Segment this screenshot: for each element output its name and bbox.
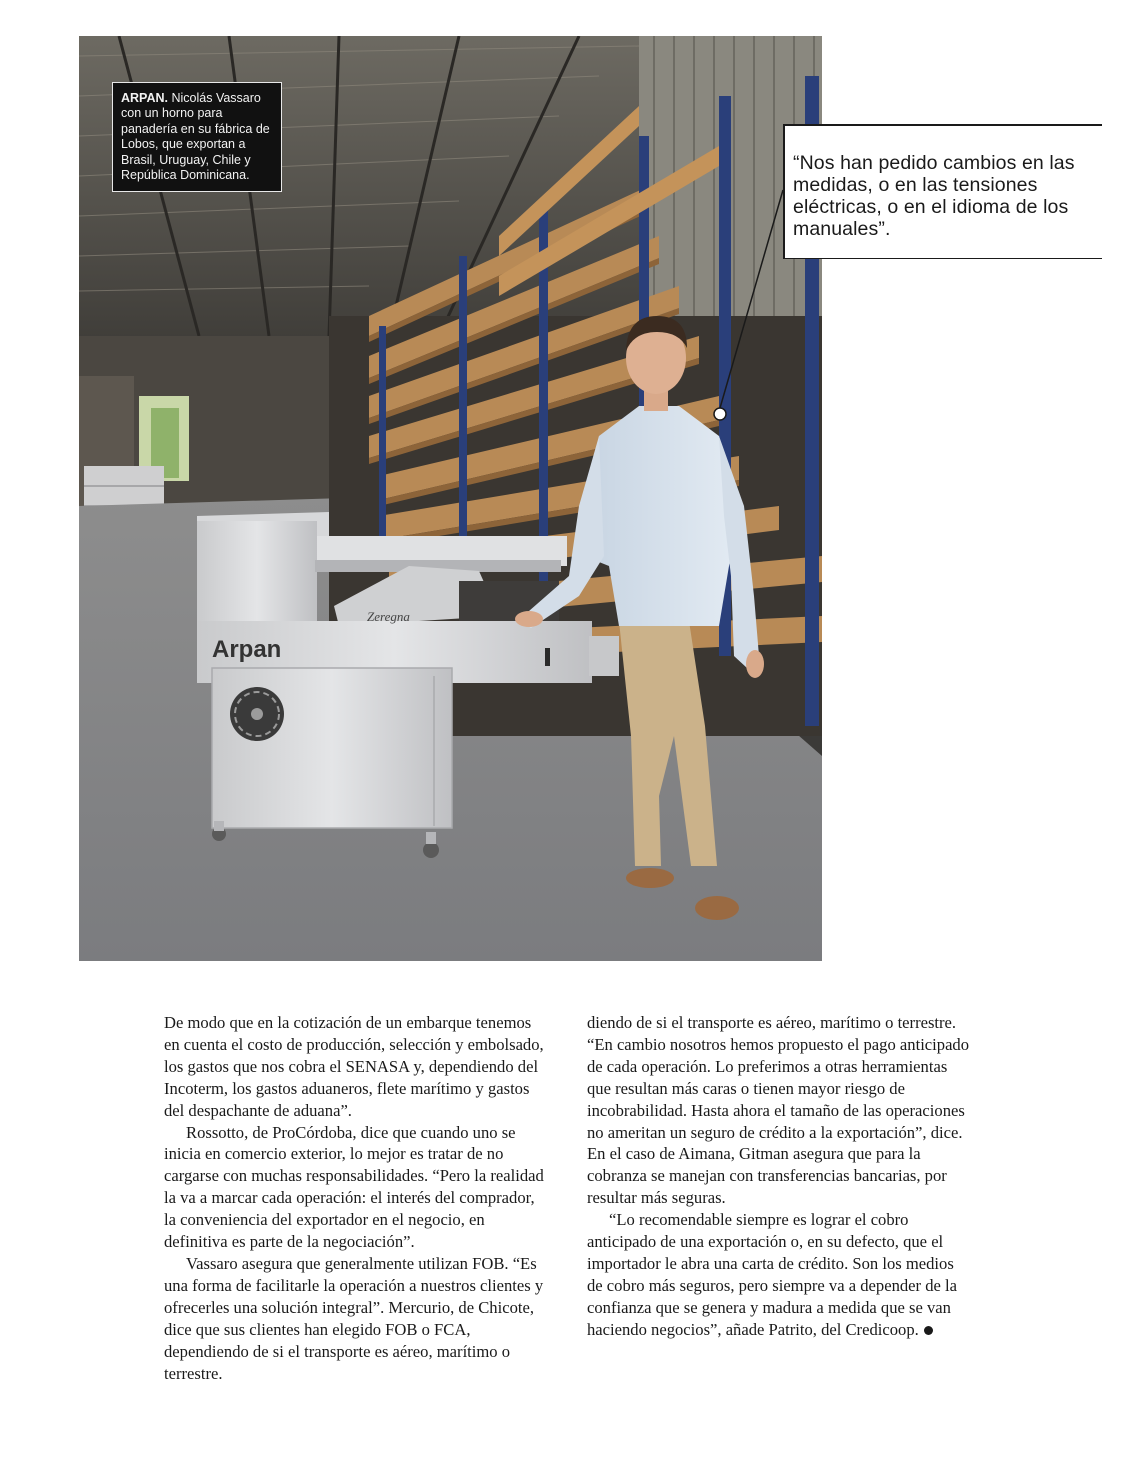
paragraph-text: “Lo recomendable siempre es lograr el cobro anticipado de una exportación o, en su defecto, que el importador le abra una carta de crédito. Son los medios de cobro más seguros, pero siempre va a depender de la confianza que se genera y madura a medida que se van haciendo negocios”, añade Patrito, del Credicoop. — [587, 1210, 957, 1339]
paragraph-text: Vassaro asegura que generalmente utilizan FOB. “Es una forma de facilitarle la operación a nuestros clientes y ofrecerles una solución integral”. Mercurio, de Chicote, dice que sus clientes han elegido FOB o FCA, dependiendo de si el transporte es aéreo, marítimo o terrestre. — [164, 1253, 544, 1383]
caption-label: ARPAN. — [121, 91, 168, 105]
paragraph: diendo de si el transporte es aéreo, marítimo o terrestre. “En cambio nosotros hemos propuesto el pago anticipado de cada operación. Lo preferimos a otras herramientas que resultan más caras o tienen mayor riesgo de incobrabilidad. Hasta ahora el tamaño de las operaciones no ameritan un seguro de crédito a la exportación”, dice. En el caso de Aimana, Gitman asegura que para la cobranza se manejan con transferencias bancarias, por resultar más seguras. — [587, 1013, 970, 1208]
paragraph — [164, 1253, 548, 1384]
caption-text: Nicolás Vassaro con un horno para panadería en su fábrica de Lobos, que exportan a Brasil, Uruguay, Chile y República Dominicana. — [121, 91, 270, 183]
end-mark-icon — [924, 1326, 933, 1335]
pull-quote — [783, 124, 1102, 259]
machine-brand-label: Arpan — [212, 636, 282, 663]
machine-model-label: Zeregna — [367, 609, 410, 624]
pull-quote-text: “Nos han pedido cambios en las medidas, o en las tensiones eléctricas, o en el idioma de los manuales”. — [793, 152, 1075, 240]
article-column-right — [587, 1012, 971, 1341]
paragraph: Rossotto, de ProCórdoba, dice que cuando uno se inicia en comercio exterior, lo mejor es tratar de no cargarse con muchas responsabilidades. “Pero la realidad la va a marcar cada operación: el interés del comprador, la conveniencia del exportador en el negocio, en definitiva es parte de la negociación”. — [164, 1122, 544, 1252]
article-column-left — [164, 1012, 548, 1384]
paragraph: De modo que en la cotización de un embarque tenemos en cuenta el costo de producción, selección y embolsado, los gastos que nos cobra el SENASA y, dependiendo del Incoterm, los gastos aduaneros, flete marítimo y gastos del despachante de aduana”. — [164, 1013, 544, 1120]
photo-caption — [112, 82, 282, 192]
paragraph — [587, 1209, 971, 1340]
